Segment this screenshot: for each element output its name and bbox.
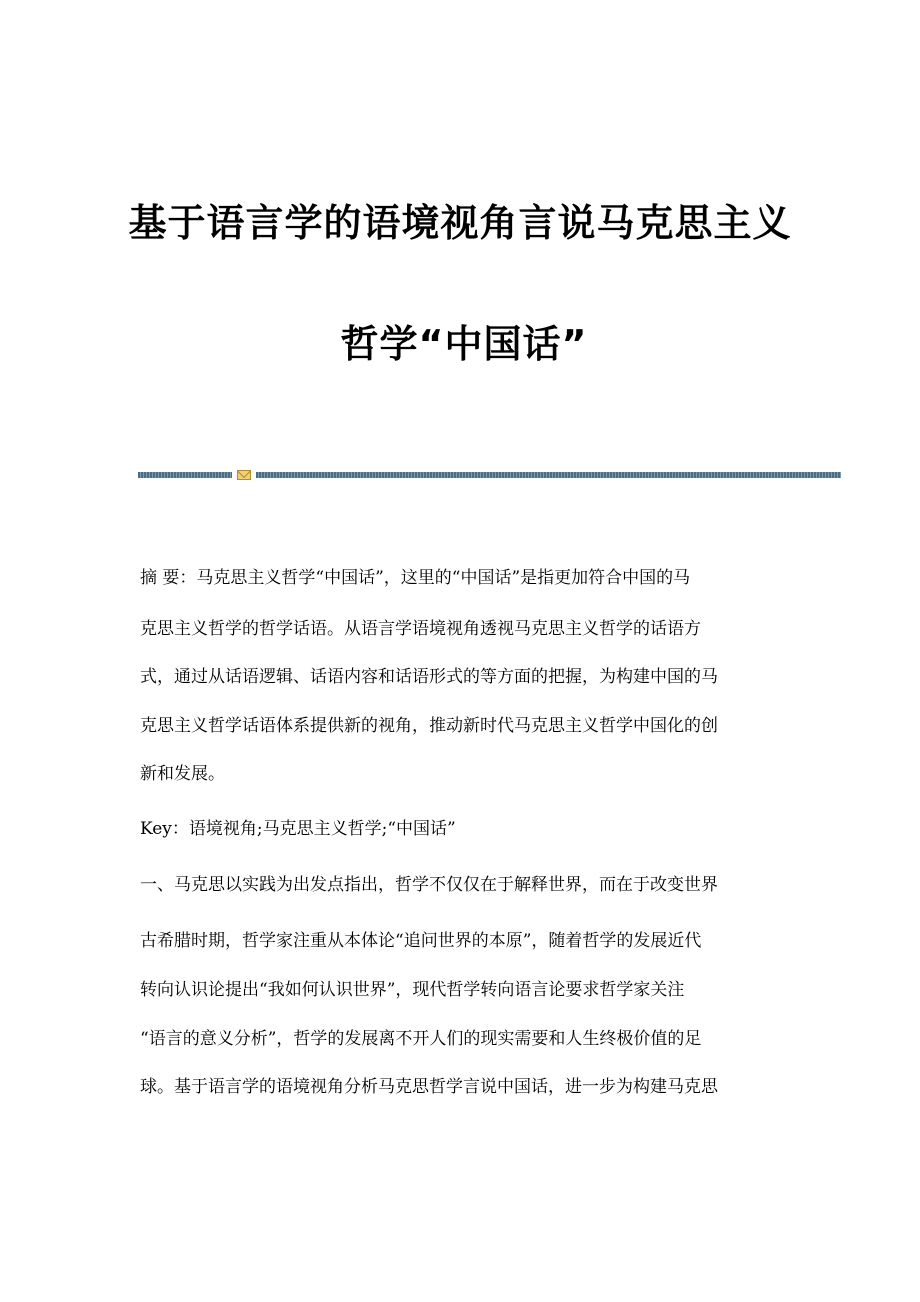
- document-title-line-2: 哲学“中国话”: [340, 322, 588, 366]
- divider-bar-left: [138, 472, 232, 478]
- abstract-line: 新和发展。: [140, 764, 225, 784]
- body-line: 球。基于语言学的语境视角分析马克思哲学言说中国话，进一步为构建马克思: [140, 1077, 718, 1097]
- document-title-line-1: 基于语言学的语境视角言说马克思主义: [128, 201, 792, 245]
- decorative-divider: [138, 470, 841, 480]
- envelope-icon: [237, 470, 251, 480]
- keywords-line: Key：语境视角;马克思主义哲学;“中国话”: [140, 819, 456, 839]
- body-line: 古希腊时期，哲学家注重从本体论“追问世界的本原”，随着哲学的发展近代: [140, 931, 702, 951]
- divider-bar-right: [256, 472, 841, 478]
- abstract-line: 摘 要：马克思主义哲学“中国话”，这里的“中国话”是指更加符合中国的马: [140, 568, 691, 588]
- section-heading: 一、马克思以实践为出发点指出，哲学不仅仅在于解释世界，而在于改变世界: [140, 875, 718, 895]
- abstract-line: 式，通过从话语逻辑、话语内容和话语形式的等方面的把握，为构建中国的马: [140, 667, 718, 687]
- abstract-line: 克思主义哲学的哲学话语。从语言学语境视角透视马克思主义哲学的话语方: [140, 619, 701, 639]
- body-line: “语言的意义分析”，哲学的发展离不开人们的现实需要和人生终极价值的足: [140, 1029, 702, 1049]
- body-line: 转向认识论提出“我如何认识世界”，现代哲学转向语言论要求哲学家关注: [140, 980, 685, 1000]
- abstract-line: 克思主义哲学话语体系提供新的视角，推动新时代马克思主义哲学中国化的创: [140, 716, 718, 736]
